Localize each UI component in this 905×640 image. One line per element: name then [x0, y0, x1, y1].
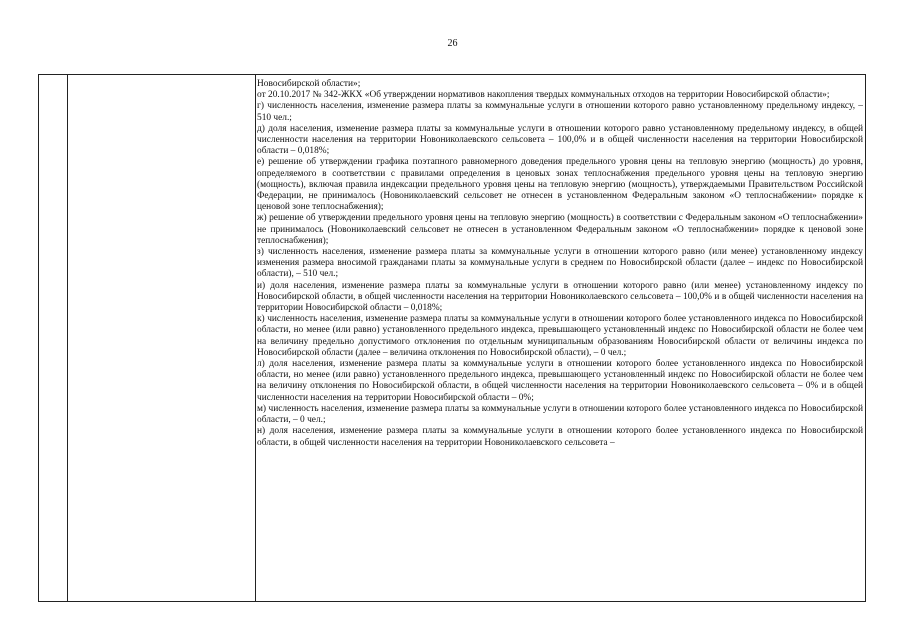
paragraph: и) доля населения, изменение размера платы за коммунальные услуги в отношении которого равно (или менее) установленному индексу по Новосибирской области, в общей численности населения на территории Новониколаевского сельсовета – 100,0% и в общей численности населения на территории Новосибирской области – 0,018%;	[257, 280, 863, 314]
column-divider-1	[67, 75, 68, 601]
paragraph: Новосибирской области»;	[257, 79, 361, 89]
paragraph: е) решение об утверждении графика поэтапного равномерного доведения предельного уровня цены на тепловую энергию (мощность) до уровня, определяемого в соответствии с правилами определения в ценовых зонах теплоснабжения предельного уровня цены на тепловую энергию (мощность), включая правила индексации предельного уровня цены на тепловую энергию (мощность), утверждаемыми Правительством Российской Федерации, не принималось (Новониколаевский сельсовет не отнесен в установленном Федеральным законом «О теплоснабжении» порядке к ценовой зоне теплоснабжения);	[257, 157, 863, 213]
column-divider-2	[255, 75, 256, 601]
paragraph: л) доля населения, изменение размера платы за коммунальные услуги в отношении которого более установленного индекса по Новосибирской области, но менее (или равно) установленного предельного индекса, превышающего установленный индекс по Новосибирской области не более чем на величину отклонения по Новосибирской области, в общей численности населения на территории Новониколаевского сельсовета – 0% и в общей численности населения на территории Новосибирской области – 0%;	[257, 359, 863, 403]
paragraph: з) численность населения, изменение размера платы за коммунальные услуги в отношении которого равно (или менее) установленному индексу изменения размера вносимой гражданами платы за коммунальные услуги в среднем по Новосибирской области (далее – индекс по Новосибирской области), – 510 чел.;	[257, 247, 863, 280]
paragraph: д) доля населения, изменение размера платы за коммунальные услуги в отношении которого равно установленному предельному индексу, в общей численности населения на территории Новониколаевского сельсовета – 100,0% и в общей численности населения на территории Новосибирской области – 0,018%;	[257, 123, 863, 157]
page-number: 26	[447, 38, 458, 49]
paragraph: г) численность населения, изменение размера платы за коммунальные услуги в отношении которого равно установленному предельному индексу, – 510 чел.;	[257, 101, 863, 123]
paragraph: м) численность населения, изменение размера платы за коммунальные услуги в отношении которого более установленного индекса по Новосибирской области, – 0 чел.;	[257, 403, 863, 426]
paragraph: н) доля населения, изменение размера платы за коммунальные услуги в отношении которого более установленного индекса по Новосибирской области, в общей численности населения на территории Новониколаевского сельсовета –	[257, 426, 863, 448]
paragraph: к) численность населения, изменение размера платы за коммунальные услуги в отношении которого более установленного индекса по Новосибирской области, но менее (или равно) установленного предельного индекса, превышающего установленный индекс по Новосибирской области не более чем на величину предельно допустимого отклонения по отдельным муниципальным образованиям Новосибирской области от величины индекса по Новосибирской области (далее – величина отклонения по Новосибирской области), – 0 чел.;	[257, 314, 863, 358]
paragraph: ж) решение об утверждении предельного уровня цены на тепловую энергию (мощность) в соответствии с Федеральным законом «О теплоснабжении» не принималось (Новониколаевский сельсовет не отнесен в установленном Федеральным законом «О теплоснабжении» порядке к ценовой зоне теплоснабжения);	[257, 213, 863, 246]
document-table	[38, 74, 866, 602]
table-cell-text	[257, 79, 863, 449]
paragraph: от 20.10.2017 № 342-ЖКХ «Об утверждении нормативов накопления твердых коммунальных отходов на территории Новосибирской области»;	[257, 90, 830, 101]
